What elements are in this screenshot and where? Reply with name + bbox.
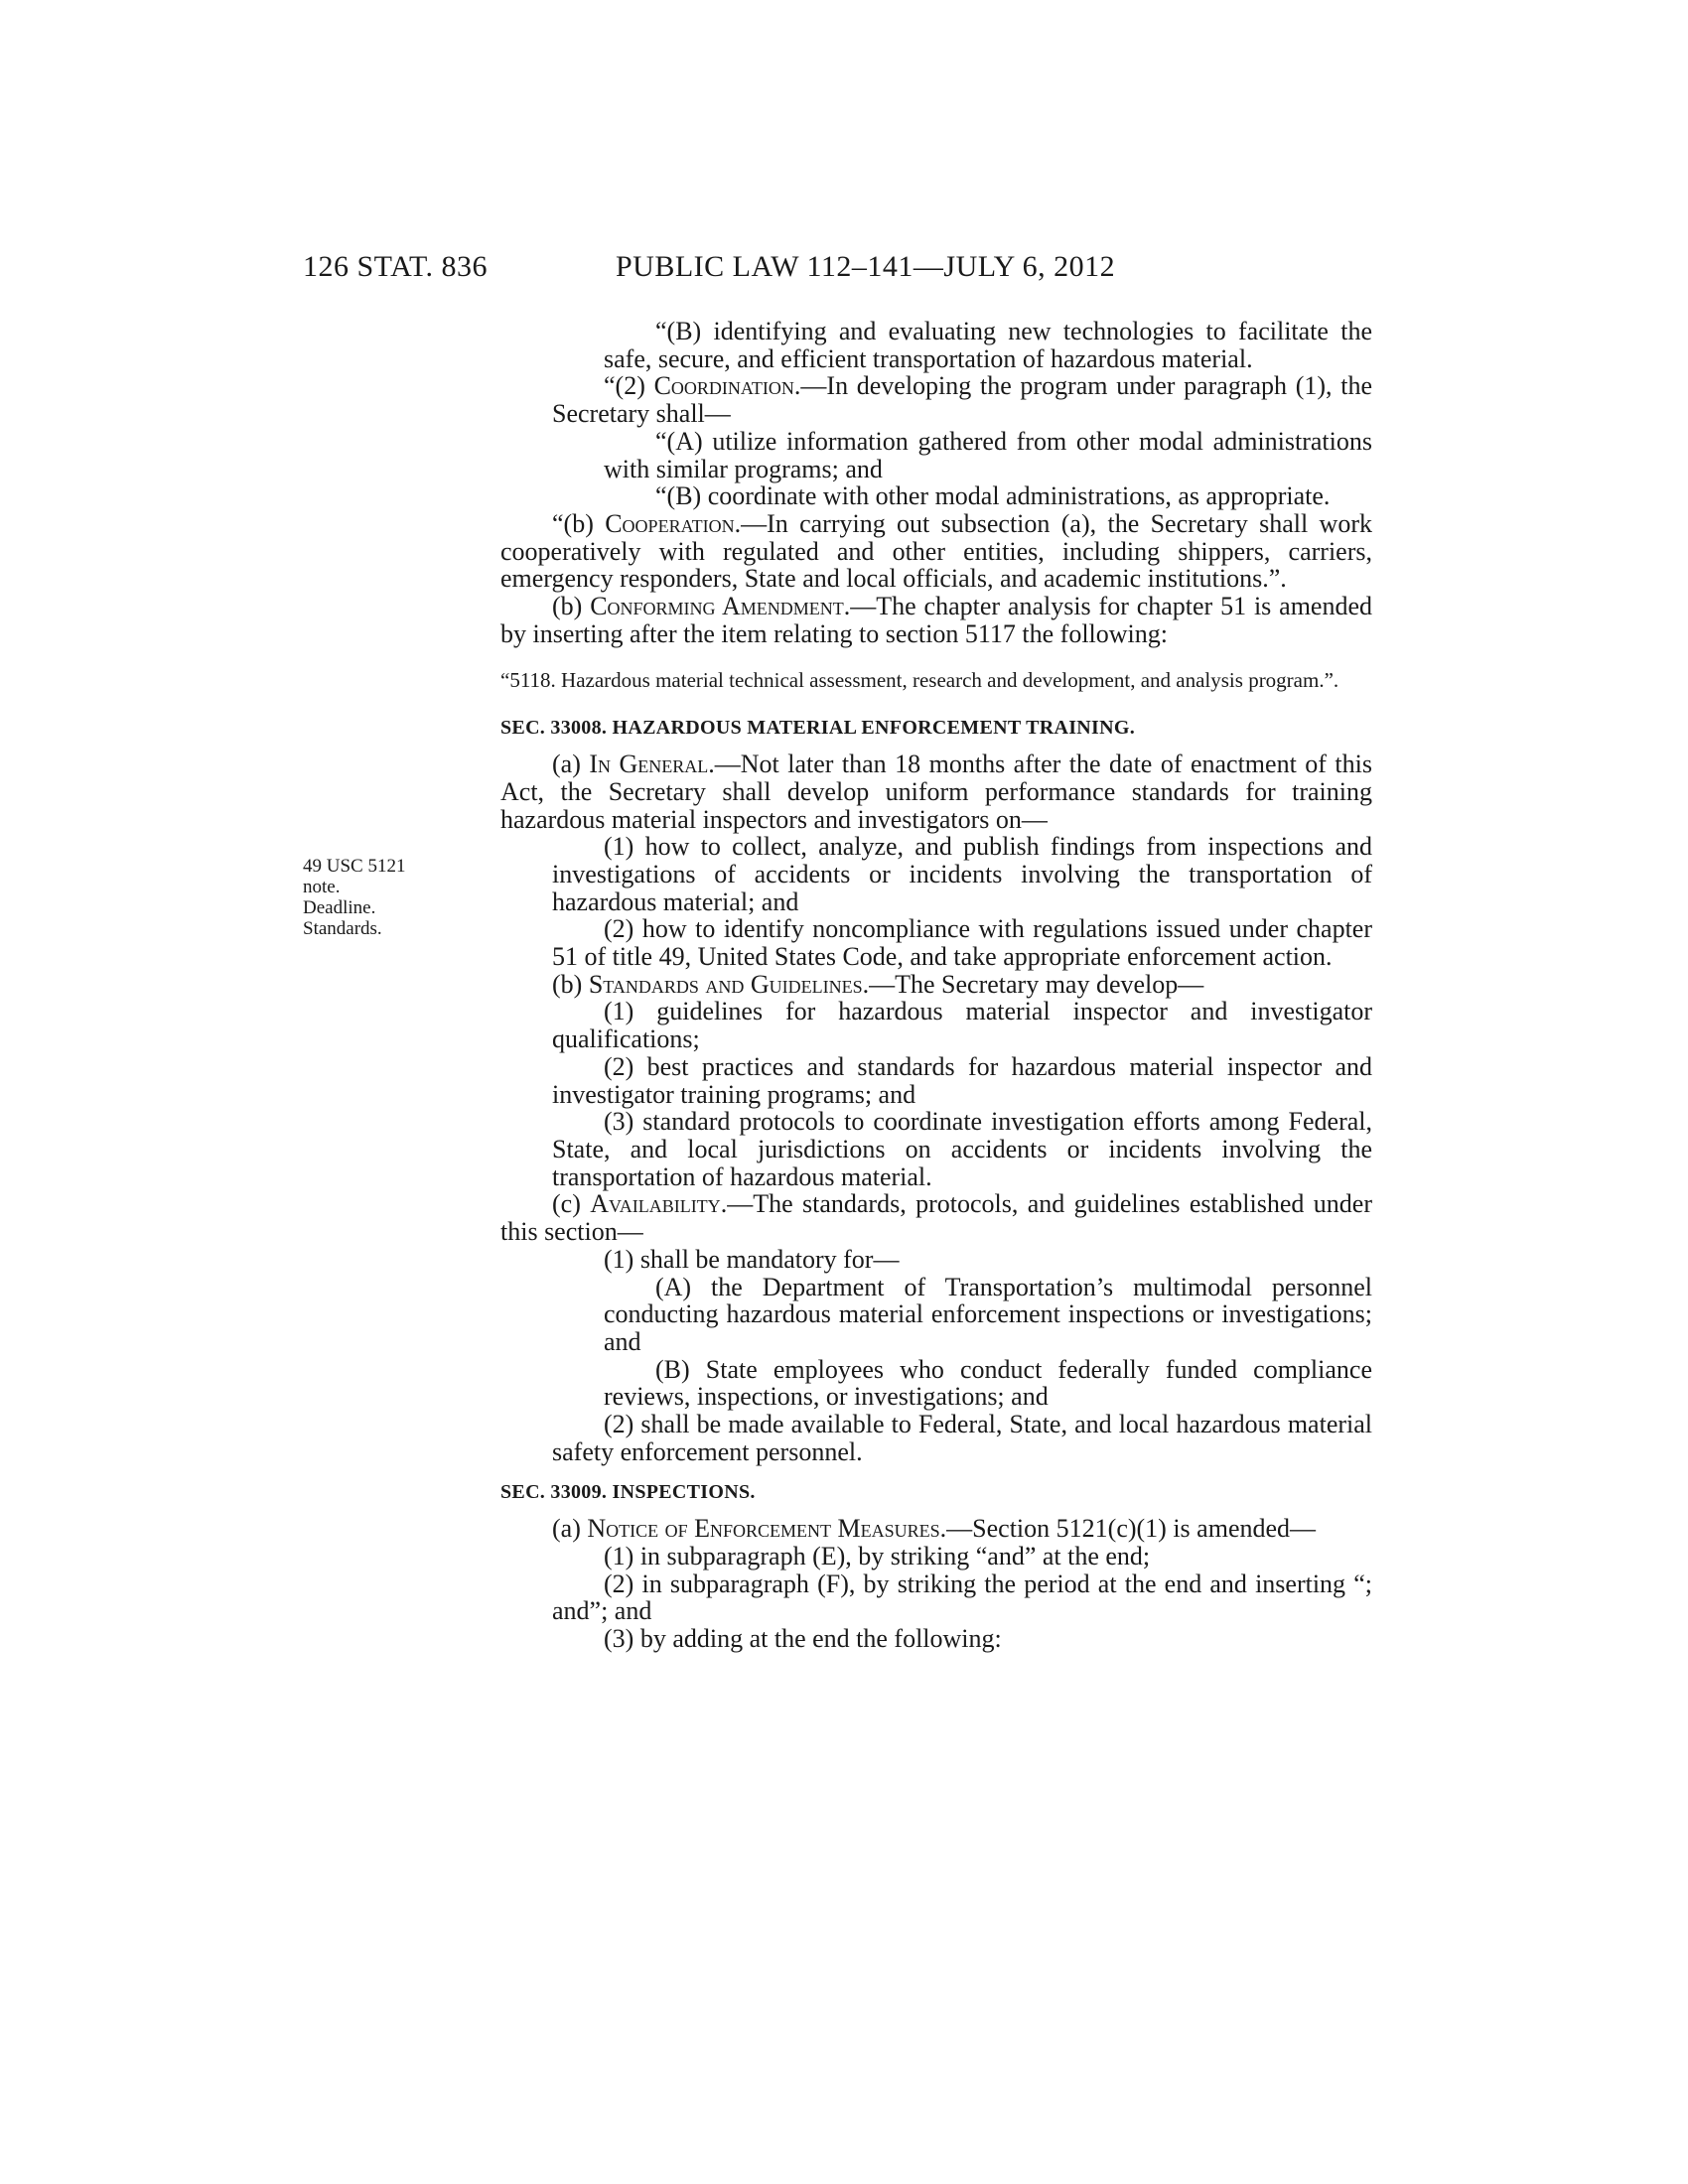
paragraph: “(b) Cooperation.—In carrying out subsection (a), the Secretary shall work cooperatively with regulated and other entities, including shippers, carriers, emergency responders, State and local officials, and academic institutions.”. [500, 508, 1372, 594]
paragraph: (3) by adding at the end the following: [604, 1623, 1002, 1653]
margin-note-line: Standards. [303, 918, 382, 939]
paragraph: “(B) identifying and evaluating new technologies to facilitate the safe, secure, and efficient transportation of hazardous material. [604, 317, 1372, 373]
paragraph: (1) in subparagraph (E), by striking “and” at the end; [604, 1541, 1151, 1570]
section-heading: SEC. 33008. HAZARDOUS MATERIAL ENFORCEMENT TRAINING. [500, 717, 1136, 740]
margin-note [303, 856, 405, 939]
paragraph: (1) shall be mandatory for— [604, 1244, 900, 1274]
paragraph: (b) Conforming Amendment.—The chapter analysis for chapter 51 is amended by inserting after the item relating to section 5117 the following: [500, 592, 1372, 648]
paragraph: (2) how to identify noncompliance with regulations issued under chapter 51 of title 49, United States Code, and take appropriate enforcement action. [552, 914, 1372, 972]
body-text [500, 318, 1372, 1653]
paragraph: “(A) utilize information gathered from other modal administrations with similar programs; and [604, 426, 1372, 483]
margin-note-line: 49 USC 5121 [303, 856, 406, 877]
paragraph: “(2) Coordination.—In developing the program under paragraph (1), the Secretary shall— [552, 371, 1373, 429]
paragraph: (1) how to collect, analyze, and publish findings from inspections and investigations of accidents or incidents involving the transportation of hazardous material; and [552, 832, 1372, 916]
running-head: PUBLIC LAW 112–141—JULY 6, 2012 [616, 250, 1116, 283]
paragraph: (a) In General.—Not later than 18 months after the date of enactment of this Act, the Secretary shall develop uniform performance standards for training hazardous material inspectors and investigators on— [500, 750, 1372, 834]
paragraph: (3) standard protocols to coordinate investigation efforts among Federal, State, and local jurisdictions on accidents or incidents involving the transportation of hazardous material. [552, 1107, 1372, 1191]
margin-note-line: Deadline. [303, 897, 376, 918]
paragraph: (B) State employees who conduct federally funded compliance reviews, inspections, or investigations; and [604, 1354, 1372, 1412]
paragraph: (A) the Department of Transportation’s multimodal personnel conducting hazardous material enforcement inspections or investigations; and [604, 1272, 1372, 1356]
paragraph: (a) Notice of Enforcement Measures.—Section 5121(c)(1) is amended— [552, 1514, 1317, 1544]
paragraph: (b) Standards and Guidelines.—The Secretary may develop— [552, 969, 1204, 999]
paragraph: (c) Availability.—The standards, protocols, and guidelines established under this section— [500, 1189, 1372, 1247]
margin-note-line: note. [303, 877, 341, 897]
section-heading: SEC. 33009. INSPECTIONS. [500, 1481, 756, 1504]
chapter-analysis-item: “5118. Hazardous material technical assessment, research and development, and analysis program.”. [500, 668, 1339, 693]
paragraph: (2) best practices and standards for hazardous material inspector and investigator training programs; and [552, 1051, 1372, 1109]
statute-page-number: 126 STAT. 836 [303, 250, 489, 283]
paragraph: (2) shall be made available to Federal, State, and local hazardous material safety enforcement personnel. [552, 1410, 1372, 1466]
paragraph: “(B) coordinate with other modal administrations, as appropriate. [655, 481, 1331, 511]
paragraph: (1) guidelines for hazardous material inspector and investigator qualifications; [552, 997, 1372, 1054]
paragraph: (2) in subparagraph (F), by striking the period at the end and inserting “; and”; and [552, 1569, 1372, 1626]
